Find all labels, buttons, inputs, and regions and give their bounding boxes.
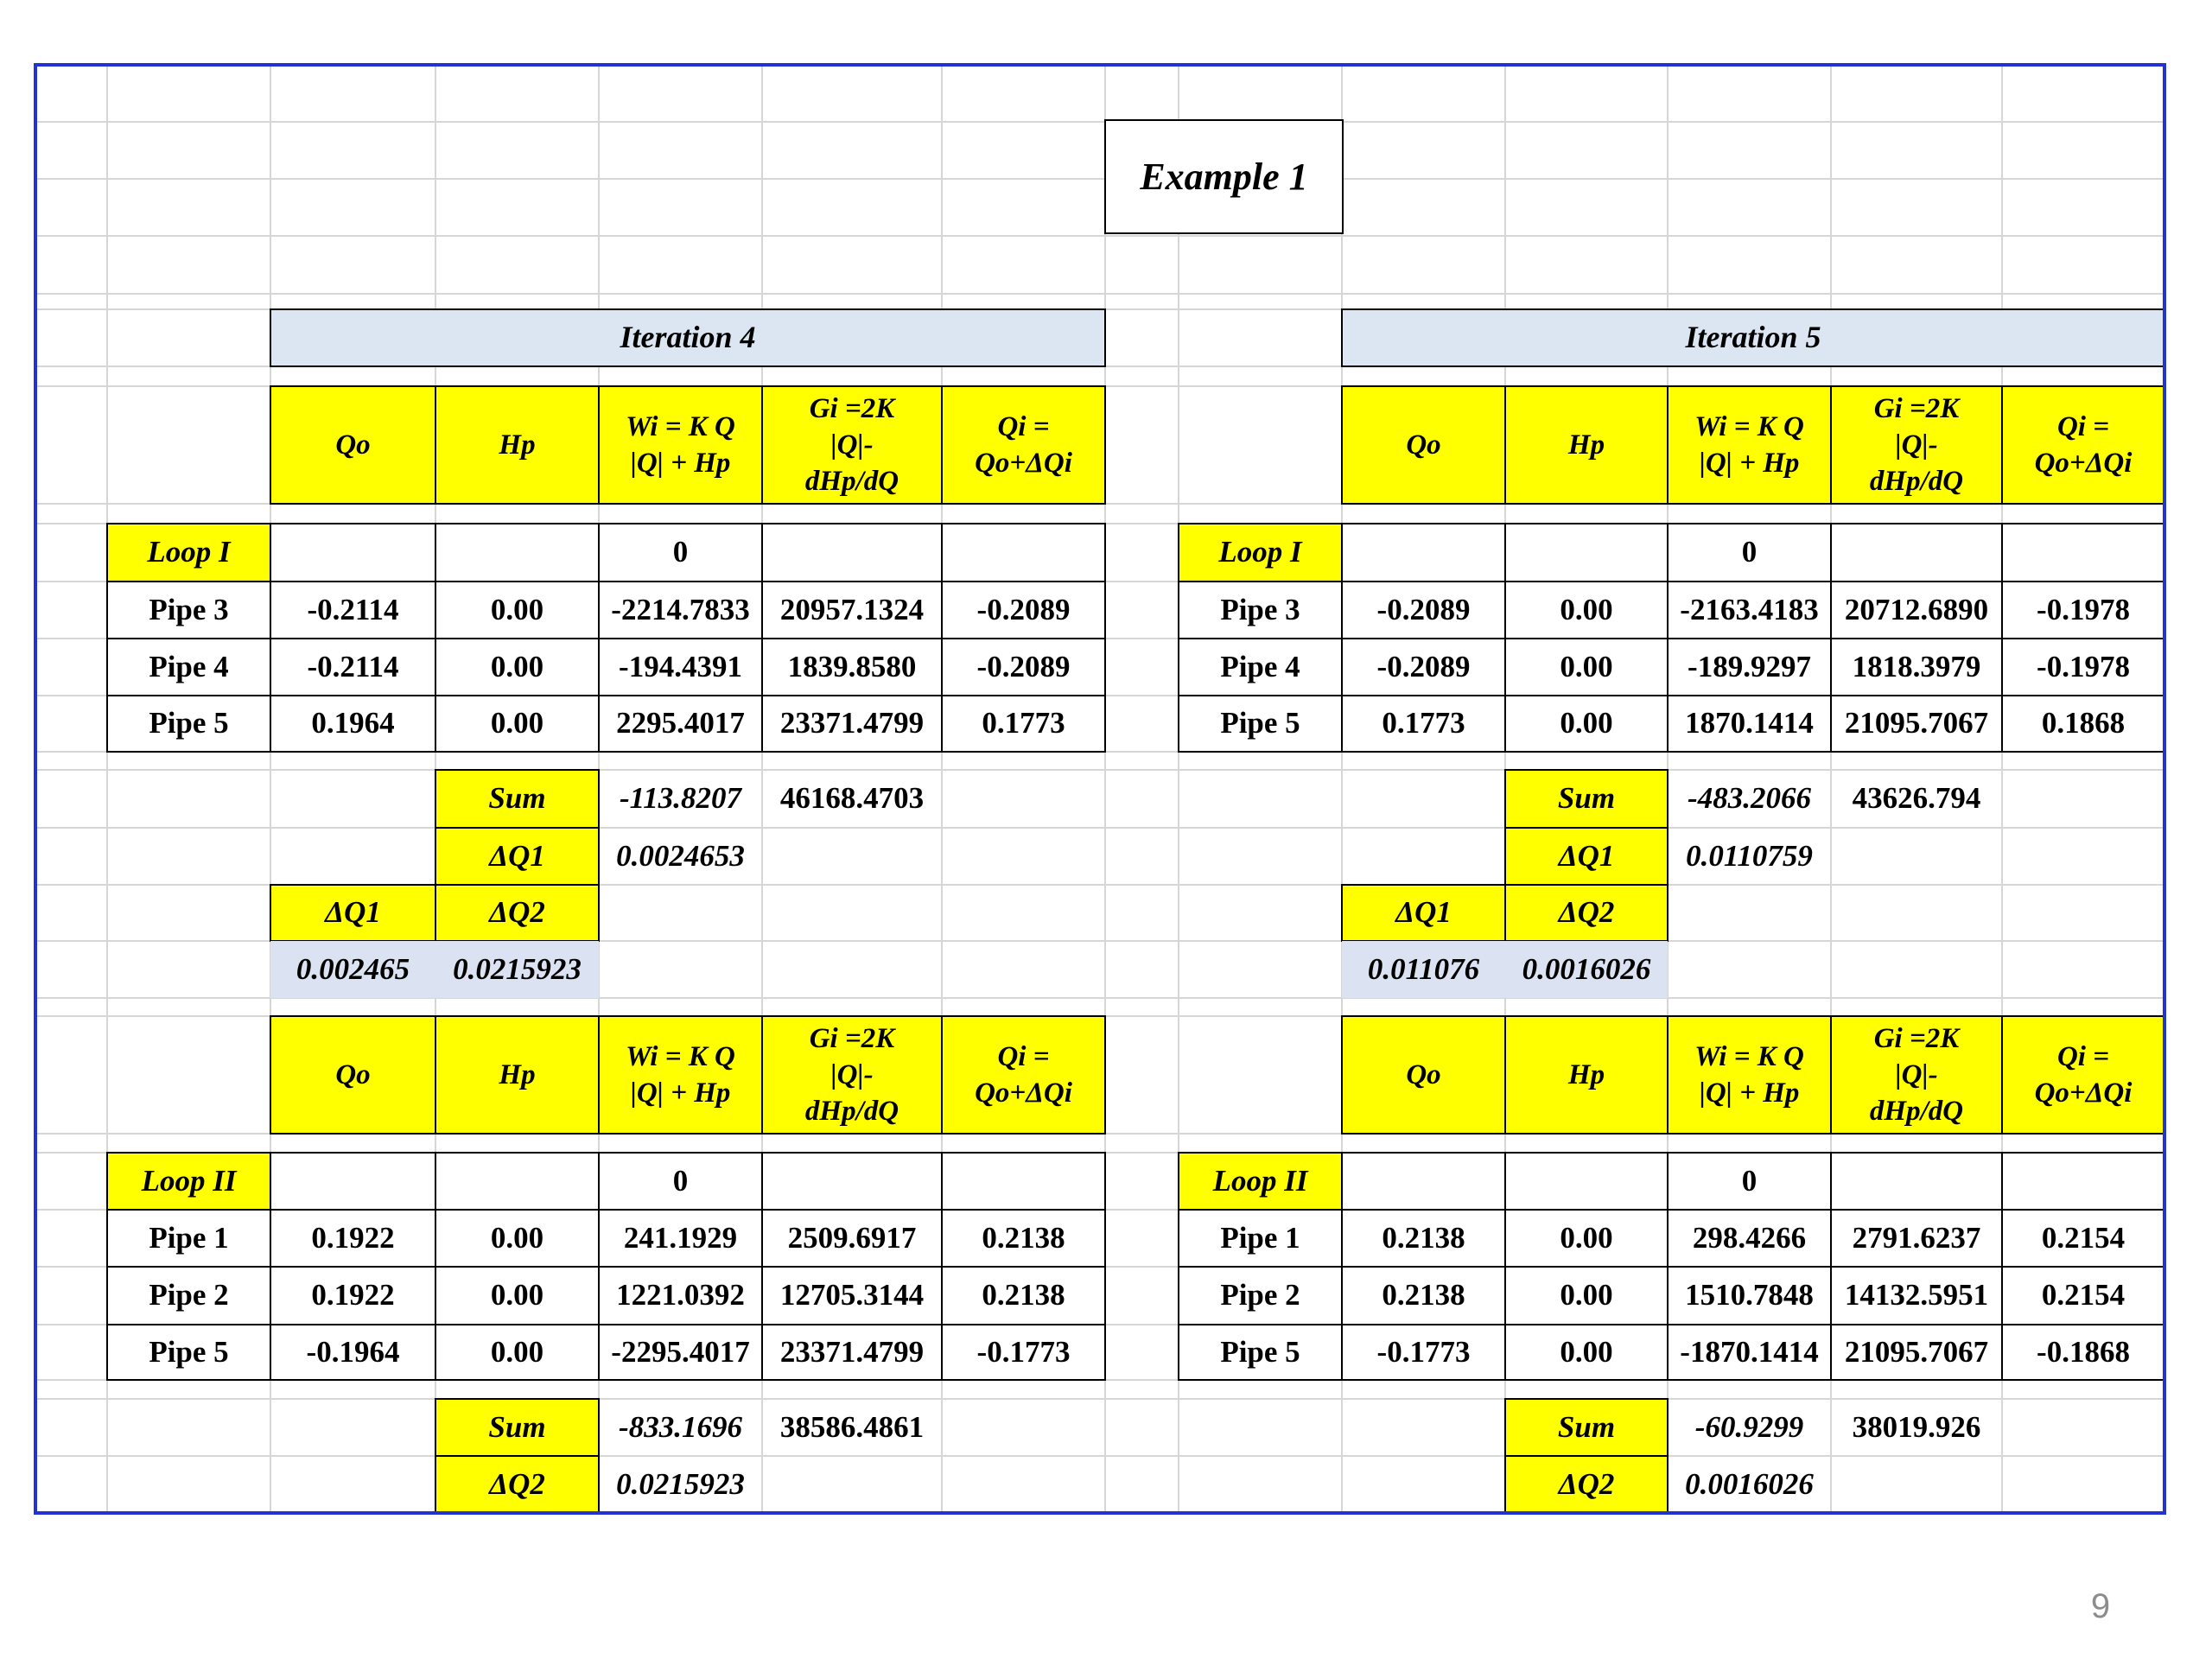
left-panel-correction-label: ΔQ1 [270,884,436,942]
right-panel-loop-2-pipe-qo: 0.2138 [1341,1266,1506,1325]
right-panel-loop-2-header-wi [1667,1015,1832,1135]
left-panel-correction-value: 0.0215923 [435,941,599,998]
right-panel-loop-1-delta-label: ΔQ1 [1504,827,1669,886]
right-panel-loop-2-pipe-qo: 0.2138 [1341,1209,1506,1268]
header-line: dHp/dQ [804,466,899,497]
left-panel-loop-2-pipe-gi: 2509.6917 [761,1209,943,1268]
right-panel-correction-label: ΔQ1 [1341,884,1506,942]
right-panel-loop-2-empty-cell [1830,1152,2003,1211]
right-panel-loop-1-pipe-gi: 1818.3979 [1830,638,2003,696]
header-line: |Q|- [830,429,874,461]
left-panel-loop-1-header-wi [598,385,763,505]
header-line: Qo [1406,429,1441,461]
right-panel-loop-1-empty-cell [1504,523,1669,582]
right-panel-loop-2-pipe-gi: 21095.7067 [1830,1324,2003,1381]
header-line: Qo [335,1059,371,1090]
left-panel-loop-2-header-wi [598,1015,763,1135]
right-panel-loop-2-header-qo [1341,1015,1506,1135]
right-panel-loop-1-pipe-gi: 21095.7067 [1830,695,2003,753]
right-panel-loop-1-label: Loop I [1178,523,1343,582]
left-panel-loop-2-label: Loop II [106,1152,271,1211]
left-panel-loop-1-header-hp [435,385,600,505]
right-panel-loop-1-pipe-hp: 0.00 [1504,638,1669,696]
left-panel-loop-2-pipe-name: Pipe 5 [106,1324,271,1381]
header-line: |Q|- [830,1059,874,1090]
right-panel-loop-1-pipe-qo: 0.1773 [1341,695,1506,753]
header-line: Gi =2K [809,1023,895,1054]
header-line: dHp/dQ [1869,466,1964,497]
left-panel-correction-label: ΔQ2 [435,884,600,942]
left-panel-loop-1-pipe-gi: 23371.4799 [761,695,943,753]
right-panel-loop-1-header-hp [1504,385,1669,505]
right-panel-loop-2-pipe-gi: 14132.5951 [1830,1266,2003,1325]
right-panel-loop-1-pipe-name: Pipe 5 [1178,695,1343,753]
right-panel-loop-2-sum-wi: -60.9299 [1694,1409,1804,1444]
header-line: Qo+ΔQi [975,448,1072,479]
right-panel-loop-1-pipe-qi: 0.1868 [2001,695,2165,753]
left-panel-loop-1-initial-wi: 0 [598,523,763,582]
right-panel-loop-2-pipe-name: Pipe 2 [1178,1266,1343,1325]
right-panel-loop-1-pipe-qi: -0.1978 [2001,581,2165,639]
header-line: Gi =2K [809,393,895,424]
right-panel-loop-1-sum-wi: -483.2066 [1688,781,1811,816]
right-panel-correction-label: ΔQ2 [1504,884,1669,942]
right-panel-loop-1-pipe-wi: 1870.1414 [1667,695,1832,753]
left-panel-loop-2-delta-value: 0.0215923 [616,1466,745,1501]
left-panel-loop-2-sum-wi: -833.1696 [619,1409,742,1444]
right-panel-loop-1-header-qi [2001,385,2165,505]
left-panel-loop-2-empty-cell [941,1152,1106,1211]
header-line: Hp [1567,429,1605,461]
left-panel-loop-1-empty-cell [941,523,1106,582]
header-line: |Q| + Hp [630,1077,731,1109]
left-panel-loop-2-delta-label: ΔQ2 [435,1455,600,1514]
right-panel-loop-1-pipe-wi: -2163.4183 [1667,581,1832,639]
right-panel-loop-2-pipe-hp: 0.00 [1504,1266,1669,1325]
right-panel-loop-2-sum-gi: 38019.926 [1852,1409,1981,1444]
page-number: 9 [2090,1587,2111,1625]
left-panel-loop-1-header-qi [941,385,1106,505]
header-line: Wi = K Q [1694,1041,1804,1072]
header-line: Qo [1406,1059,1441,1090]
header-line: Wi = K Q [626,1041,735,1072]
header-line: Qi = [2056,1041,2110,1072]
right-panel-loop-1-pipe-qo: -0.2089 [1341,638,1506,696]
right-panel-loop-1-empty-cell [1830,523,2003,582]
header-line: Wi = K Q [1694,411,1804,442]
header-line: Qi = [997,411,1050,442]
right-panel-loop-2-empty-cell [2001,1152,2165,1211]
left-panel-loop-2-pipe-wi: -2295.4017 [598,1324,763,1381]
right-panel-loop-2-pipe-qo: -0.1773 [1341,1324,1506,1381]
right-panel-loop-2-pipe-wi: 1510.7848 [1667,1266,1832,1325]
left-panel-loop-2-header-qo [270,1015,436,1135]
left-panel-loop-2-pipe-hp: 0.00 [435,1209,600,1268]
right-panel-loop-1-pipe-hp: 0.00 [1504,695,1669,753]
header-line: Qo+ΔQi [2034,448,2133,479]
left-panel-loop-1-pipe-hp: 0.00 [435,581,600,639]
right-panel-loop-1-header-gi [1830,385,2003,505]
right-panel-iteration-title: Iteration 5 [1341,308,2165,367]
header-line: Gi =2K [1873,393,1960,424]
right-panel-loop-2-empty-cell [1341,1152,1506,1211]
left-panel-loop-1-pipe-gi: 1839.8580 [761,638,943,696]
right-panel-loop-1-pipe-gi: 20712.6890 [1830,581,2003,639]
right-panel-loop-1-header-wi [1667,385,1832,505]
header-line: Qo+ΔQi [2034,1077,2133,1109]
right-panel-loop-1-initial-wi: 0 [1667,523,1832,582]
left-panel-loop-1-header-qo [270,385,436,505]
left-panel-loop-1-header-gi [761,385,943,505]
right-panel-loop-2-header-qi [2001,1015,2165,1135]
left-panel-loop-2-pipe-hp: 0.00 [435,1266,600,1325]
left-panel-loop-2-pipe-gi: 12705.3144 [761,1266,943,1325]
right-panel-loop-1-pipe-wi: -189.9297 [1667,638,1832,696]
header-line: Qi = [2056,411,2110,442]
right-panel-loop-2-pipe-qi: -0.1868 [2001,1324,2165,1381]
left-panel-loop-1-sum-label: Sum [435,769,600,829]
left-panel-loop-1-pipe-qi: -0.2089 [941,581,1106,639]
left-panel-loop-2-pipe-wi: 1221.0392 [598,1266,763,1325]
left-panel-loop-1-pipe-wi: 2295.4017 [598,695,763,753]
right-panel-loop-1-sum-gi: 43626.794 [1852,781,1981,816]
right-panel-loop-1-pipe-hp: 0.00 [1504,581,1669,639]
right-panel-loop-1-delta-value: 0.0110759 [1686,838,1813,873]
right-panel-loop-1-pipe-qi: -0.1978 [2001,638,2165,696]
right-panel-loop-2-pipe-qi: 0.2154 [2001,1266,2165,1325]
header-line: Wi = K Q [626,411,735,442]
left-panel-loop-2-pipe-name: Pipe 1 [106,1209,271,1268]
left-panel-loop-1-pipe-name: Pipe 4 [106,638,271,696]
left-panel-loop-1-delta-label: ΔQ1 [435,827,600,886]
left-panel-loop-1-pipe-qi: 0.1773 [941,695,1106,753]
left-panel-loop-1-pipe-wi: -2214.7833 [598,581,763,639]
left-panel-loop-1-pipe-qo: 0.1964 [270,695,436,753]
right-panel-loop-2-header-hp [1504,1015,1669,1135]
header-line: Hp [1567,1059,1605,1090]
header-line: |Q| + Hp [630,448,731,479]
left-panel-loop-2-initial-wi: 0 [598,1152,763,1211]
left-panel-loop-2-pipe-gi: 23371.4799 [761,1324,943,1381]
header-line: Qo+ΔQi [975,1077,1072,1109]
left-panel-loop-1-empty-cell [270,523,436,582]
left-panel-loop-2-pipe-qo: -0.1964 [270,1324,436,1381]
left-panel-loop-1-pipe-gi: 20957.1324 [761,581,943,639]
left-panel-loop-2-pipe-qi: 0.2138 [941,1266,1106,1325]
header-line: |Q| + Hp [1699,1077,1800,1109]
right-panel-loop-2-pipe-qi: 0.2154 [2001,1209,2165,1268]
left-panel-loop-2-empty-cell [435,1152,600,1211]
left-panel-loop-1-pipe-hp: 0.00 [435,695,600,753]
right-panel-loop-1-sum-label: Sum [1504,769,1669,829]
header-line: Hp [499,1059,536,1090]
left-panel-loop-1-pipe-wi: -194.4391 [598,638,763,696]
left-panel-loop-2-empty-cell [761,1152,943,1211]
left-panel-loop-2-pipe-qi: 0.2138 [941,1209,1106,1268]
left-panel-loop-1-delta-value: 0.0024653 [616,838,745,873]
left-panel-loop-1-pipe-qo: -0.2114 [270,581,436,639]
left-panel-loop-2-pipe-name: Pipe 2 [106,1266,271,1325]
right-panel-loop-2-header-gi [1830,1015,2003,1135]
left-panel-loop-2-empty-cell [270,1152,436,1211]
header-line: |Q|- [1895,1059,1938,1090]
left-panel-loop-1-pipe-qo: -0.2114 [270,638,436,696]
right-panel-correction-value: 0.011076 [1342,941,1505,998]
right-panel-loop-1-pipe-name: Pipe 3 [1178,581,1343,639]
right-panel-loop-1-pipe-name: Pipe 4 [1178,638,1343,696]
left-panel-loop-2-pipe-wi: 241.1929 [598,1209,763,1268]
left-panel-loop-2-header-hp [435,1015,600,1135]
header-line: dHp/dQ [804,1096,899,1127]
left-panel-loop-1-sum-wi: -113.8207 [620,781,741,816]
header-line: dHp/dQ [1869,1096,1964,1127]
right-panel-loop-2-pipe-gi: 2791.6237 [1830,1209,2003,1268]
left-panel-loop-1-label: Loop I [106,523,271,582]
left-panel-loop-2-pipe-qo: 0.1922 [270,1209,436,1268]
header-line: |Q| + Hp [1699,448,1800,479]
header-line: Qi = [997,1041,1050,1072]
left-panel-loop-1-pipe-qi: -0.2089 [941,638,1106,696]
left-panel-loop-1-empty-cell [761,523,943,582]
slide-title: Example 1 [1104,119,1344,234]
left-panel-loop-1-pipe-name: Pipe 3 [106,581,271,639]
left-panel-loop-2-sum-gi: 38586.4861 [779,1409,925,1444]
right-panel-loop-1-pipe-qo: -0.2089 [1341,581,1506,639]
right-panel-loop-2-pipe-hp: 0.00 [1504,1209,1669,1268]
right-panel-loop-2-delta-label: ΔQ2 [1504,1455,1669,1514]
right-panel-loop-1-header-qo [1341,385,1506,505]
header-line: |Q|- [1895,429,1938,461]
left-panel-loop-1-pipe-hp: 0.00 [435,638,600,696]
left-panel-loop-2-sum-label: Sum [435,1398,600,1457]
right-panel-loop-2-label: Loop II [1178,1152,1343,1211]
right-panel-loop-2-pipe-hp: 0.00 [1504,1324,1669,1381]
left-panel-loop-2-pipe-qo: 0.1922 [270,1266,436,1325]
right-panel-loop-2-sum-label: Sum [1504,1398,1669,1457]
left-panel-loop-2-pipe-qi: -0.1773 [941,1324,1106,1381]
right-panel-correction-value: 0.0016026 [1505,941,1668,998]
right-panel-loop-2-pipe-wi: 298.4266 [1667,1209,1832,1268]
left-panel-correction-value: 0.002465 [270,941,435,998]
right-panel-loop-2-delta-value: 0.0016026 [1685,1466,1814,1501]
right-panel-loop-2-pipe-name: Pipe 1 [1178,1209,1343,1268]
left-panel-loop-1-empty-cell [435,523,600,582]
left-panel-loop-2-pipe-hp: 0.00 [435,1324,600,1381]
left-panel-iteration-title: Iteration 4 [270,308,1106,367]
header-line: Gi =2K [1873,1023,1960,1054]
right-panel-loop-1-empty-cell [2001,523,2165,582]
right-panel-loop-1-empty-cell [1341,523,1506,582]
header-line: Qo [335,429,371,461]
right-panel-loop-2-empty-cell [1504,1152,1669,1211]
left-panel-loop-1-sum-gi: 46168.4703 [779,781,925,816]
header-line: Hp [499,429,536,461]
left-panel-loop-1-pipe-name: Pipe 5 [106,695,271,753]
right-panel-loop-2-pipe-name: Pipe 5 [1178,1324,1343,1381]
right-panel-loop-2-pipe-wi: -1870.1414 [1667,1324,1832,1381]
left-panel-loop-2-header-qi [941,1015,1106,1135]
right-panel-loop-2-initial-wi: 0 [1667,1152,1832,1211]
left-panel-loop-2-header-gi [761,1015,943,1135]
